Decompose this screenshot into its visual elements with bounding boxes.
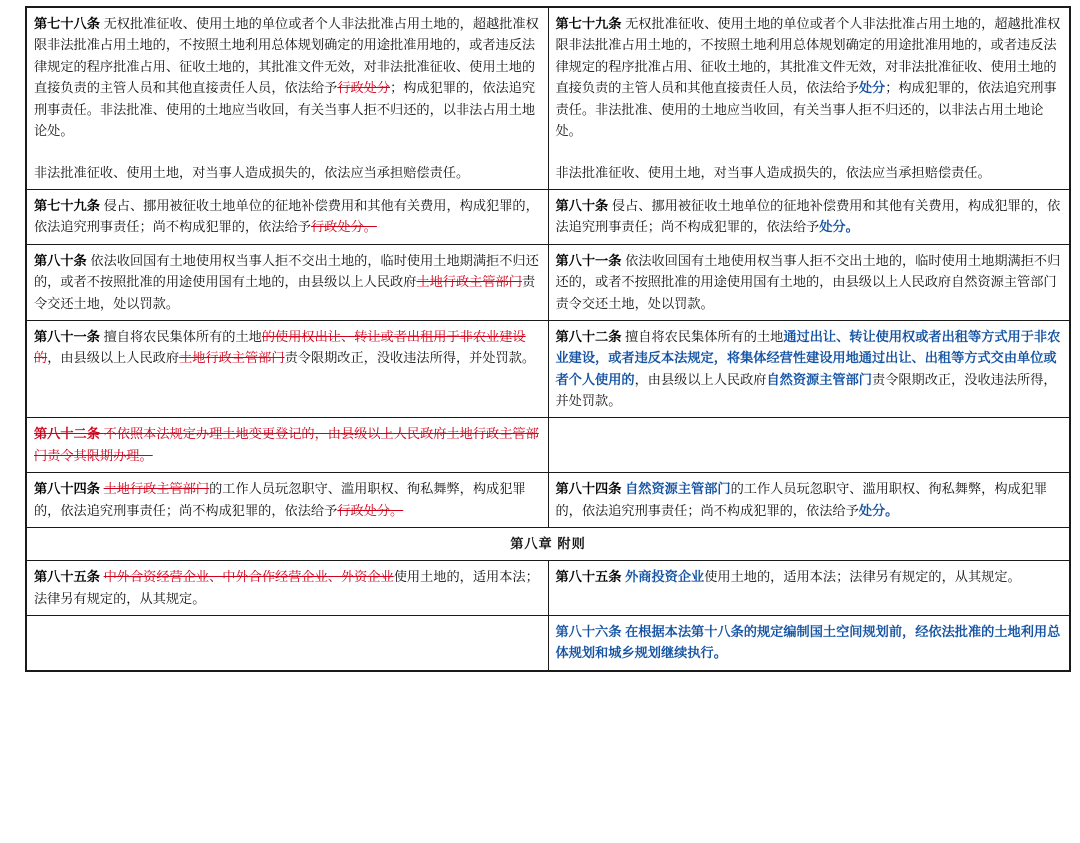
- paragraph-break: [34, 141, 541, 161]
- new-version-cell: [548, 7, 1070, 190]
- body-text: 的工作人员玩忽职守、滥用职权、徇私舞弊，构成犯罪的，依法追究刑事责任；尚不构成犯罪的，依法给予: [555, 481, 1048, 518]
- body-text: 使用土地的，适用本法；法律另有规定的，从其规定。: [704, 569, 1021, 585]
- article-number: 第八十条: [34, 252, 91, 268]
- deleted-text: 行政处分。: [310, 219, 377, 235]
- new-version-cell: [548, 190, 1070, 245]
- body-text: 擅自将农民集体所有的土地: [625, 328, 784, 344]
- cell-text: [34, 566, 541, 609]
- cell-text: [34, 423, 541, 466]
- article-number: 第七十九条: [555, 16, 626, 31]
- article-number: 第八十五条: [555, 569, 626, 585]
- old-version-cell: [26, 561, 548, 616]
- deleted-text: 不依照本法规定办理土地变更登记的，由县级以上人民政府土地行政主管部门责令其限期办理。: [34, 426, 539, 463]
- cell-text: [34, 13, 541, 183]
- table-row: [26, 418, 1070, 473]
- body-text: ；构成犯罪的，依法追究刑事责任。非法批准、使用的土地应当收回，有关当事人拒不归还的，以非法占用土地论处。: [555, 80, 1057, 138]
- added-text: 处分: [858, 80, 886, 96]
- new-version-cell: [548, 561, 1070, 616]
- added-text: 自然资源主管部门: [625, 481, 731, 497]
- cell-text: [556, 621, 1063, 664]
- deleted-text: 行政处分。: [337, 502, 404, 518]
- new-version-cell: [548, 473, 1070, 528]
- new-version-cell: [548, 320, 1070, 418]
- body-text: 侵占、挪用被征收土地单位的征地补偿费用和其他有关费用，构成犯罪的，依法追究刑事责任；尚不构成犯罪的，依法给予: [555, 198, 1061, 235]
- article-number: 第八十四条: [555, 481, 626, 497]
- cell-text: [34, 478, 541, 521]
- body-text: ，由县级以上人民政府: [47, 350, 180, 366]
- body-text: 无权批准征收、使用土地的单位或者个人非法批准占用土地的，超越批准权限非法批准占用土地的，不按照土地利用总体规划确定的用途批准用地的，或者违反法律规定的程序批准占用、征收土地的，其批准文件无效，对非法批准征收、使用土地的直接负责的主管人员和其他直接责任人员，依法给予: [555, 16, 1061, 96]
- cell-text: [556, 195, 1063, 238]
- article-number: 第八十四条: [34, 481, 104, 497]
- deleted-text: 第八十二条: [34, 426, 104, 442]
- body-text: 非法批准征收、使用土地，对当事人造成损失的，依法应当承担赔偿责任。: [555, 164, 991, 180]
- cell-text: [34, 250, 541, 314]
- old-version-cell: [26, 616, 548, 671]
- added-text: 外商投资企业: [625, 569, 705, 585]
- table-row: [26, 190, 1070, 245]
- table-row: [26, 527, 1070, 560]
- old-version-cell: [26, 418, 548, 473]
- body-text: 责令限期改正，没收违法所得，并处罚款。: [555, 371, 1057, 409]
- table-row: [26, 7, 1070, 190]
- table-row: [26, 320, 1070, 418]
- added-text: 自然资源主管部门: [766, 371, 872, 387]
- body-text: 责令交还土地，处以罚款。: [34, 274, 536, 311]
- body-text: 依法收回国有土地使用权当事人拒不交出土地的，临时使用土地期满拒不归还的，或者不按照批准的用途使用国有土地的，由县级以上人民政府自然资源主管部门责令交还土地，处以罚款。: [555, 252, 1061, 311]
- added-text: 第八十六条 在根据本法第十八条的规定编制国土空间规划前，经依法批准的土地利用总体规划和城乡规划继续执行。: [555, 624, 1061, 661]
- added-text: 处分。: [858, 502, 899, 518]
- new-version-cell: [548, 418, 1070, 473]
- cell-text: [556, 13, 1063, 183]
- article-number: 第八十条: [555, 198, 612, 214]
- body-text: ；构成犯罪的，依法追究刑事责任。非法批准、使用的土地应当收回，有关当事人拒不归还的，以非法占用土地论处。: [34, 80, 536, 138]
- cell-text: [34, 326, 541, 369]
- old-version-cell: [26, 7, 548, 190]
- added-text: 处分。: [819, 219, 859, 235]
- body-text: 依法收回国有土地使用权当事人拒不交出土地的，临时使用土地期满拒不归还的，或者不按照批准的用途使用国有土地的，由县级以上人民政府: [34, 252, 539, 290]
- deleted-text: 土地行政主管部门: [103, 481, 210, 497]
- article-number: 第七十九条: [34, 198, 104, 214]
- article-number: 第八十一条: [555, 252, 626, 268]
- article-number: 第八十二条: [555, 328, 626, 344]
- comparison-table: [25, 6, 1071, 672]
- cell-text: [556, 326, 1063, 412]
- table-row: [26, 244, 1070, 320]
- cell-text: [556, 478, 1063, 521]
- deleted-text: 土地行政主管部门: [179, 350, 285, 366]
- body-text: 使用土地的，适用本法；法律另有规定的，从其规定。: [34, 569, 539, 606]
- old-version-cell: [26, 320, 548, 418]
- new-version-cell: [548, 616, 1070, 671]
- deleted-text: 中外合资经营企业、中外合作经营企业、外资企业: [103, 569, 394, 585]
- article-number: 第八十一条: [34, 328, 104, 344]
- table-row: [26, 561, 1070, 616]
- table-row: [26, 616, 1070, 671]
- body-text: 无权批准征收、使用土地的单位或者个人非法批准占用土地的，超越批准权限非法批准占用土地的，不按照土地利用总体规划确定的用途批准用地的，或者违反法律规定的程序批准占用、征收土地的，其批准文件无效，对非法批准征收、使用土地的直接负责的主管人员和其他直接责任人员，依法给予: [34, 16, 539, 96]
- old-version-cell: [26, 190, 548, 245]
- paragraph-break: [556, 141, 1063, 161]
- old-version-cell: [26, 244, 548, 320]
- added-text: 通过出让、转让使用权或者出租等方式用于非农业建设，或者违反本法规定，将集体经营性建设用地通过出让、出租等方式交由单位或者个人使用的: [555, 328, 1061, 387]
- cell-text: [34, 195, 541, 238]
- cell-text: [556, 566, 1063, 587]
- body-text: 非法批准征收、使用土地，对当事人造成损失的，依法应当承担赔偿责任。: [34, 164, 470, 180]
- table-row: [26, 473, 1070, 528]
- body-text: 的工作人员玩忽职守、滥用职权、徇私舞弊，构成犯罪的，依法追究刑事责任；尚不构成犯罪的，依法给予: [34, 481, 526, 518]
- article-number: 第八十五条: [34, 569, 104, 585]
- old-version-cell: [26, 473, 548, 528]
- cell-text: [556, 250, 1063, 314]
- deleted-text: 行政处分: [337, 80, 391, 96]
- body-text: 擅自将农民集体所有的土地: [103, 328, 262, 344]
- body-text: 侵占、挪用被征收土地单位的征地补偿费用和其他有关费用，构成犯罪的，依法追究刑事责任；尚不构成犯罪的，依法给予: [34, 198, 539, 235]
- body-text: 责令限期改正，没收违法所得，并处罚款。: [284, 350, 536, 366]
- deleted-text: 的使用权出让、转让或者出租用于非农业建设的: [34, 328, 526, 366]
- table-body: [26, 7, 1070, 671]
- chapter-heading-label: 第八章 附则: [510, 535, 586, 551]
- article-number: 第七十八条: [34, 16, 104, 31]
- deleted-text: 土地行政主管部门: [416, 274, 522, 290]
- body-text: ，由县级以上人民政府: [634, 371, 767, 387]
- chapter-heading: [26, 527, 1070, 560]
- new-version-cell: [548, 244, 1070, 320]
